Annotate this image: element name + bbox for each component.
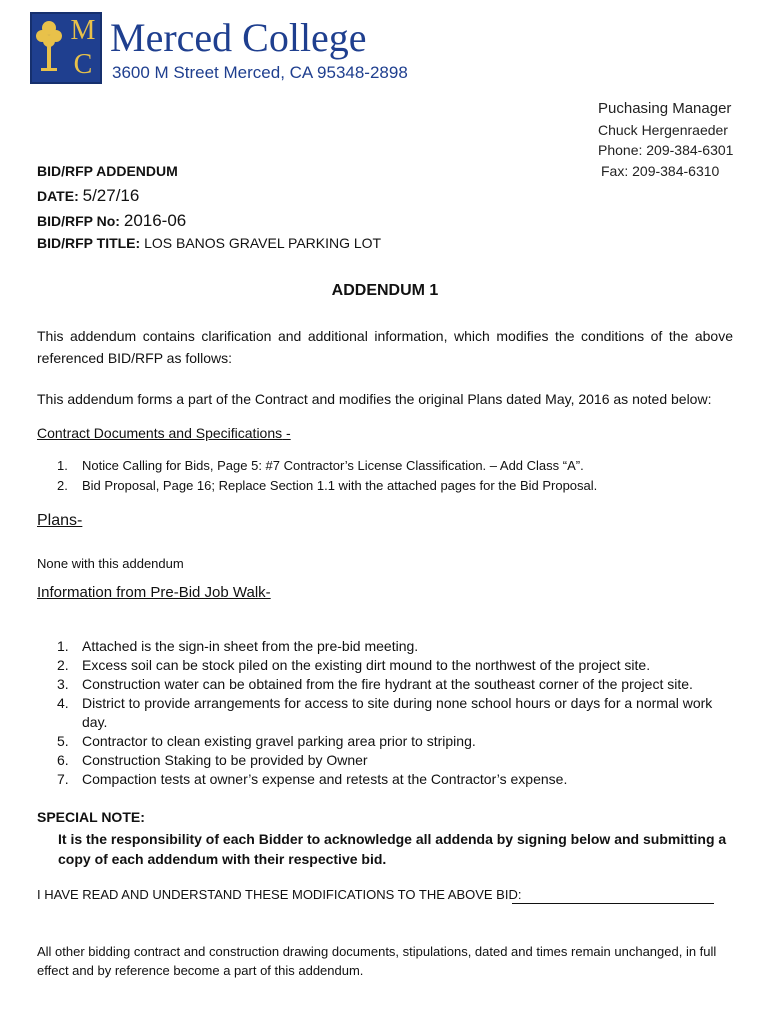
plans-text: None with this addendum [37,556,184,571]
contact-name: Chuck Hergenraeder [598,122,728,138]
list-item: 7. Compaction tests at owner’s expense and retests at the Contractor’s expense. [57,771,568,787]
list-item: 1. Attached is the sign-in sheet from the pre-bid meeting. [57,638,419,654]
doc-type-label: BID/RFP ADDENDUM [37,163,178,179]
bid-title-label: BID/RFP TITLE: [37,235,141,251]
acknowledge-text: I HAVE READ AND UNDERSTAND THESE MODIFICATIONS TO THE ABOVE BID: [37,887,522,902]
list-item-text: Excess soil can be stock piled on the existing dirt mound to the northwest of the project site. [82,657,651,673]
list-item: 2. Excess soil can be stock piled on the existing dirt mound to the northwest of the project site. [57,657,651,673]
list-item: 5. Contractor to clean existing gravel parking area prior to striping. [57,733,476,749]
contract-docs-list [37,456,737,496]
list-item-text: District to provide arrangements for access to site during none school hours or days for a normal work day. [82,695,713,730]
footer-text: All other bidding contract and construction drawing documents, stipulations, dated and times remain unchanged, in full effect and by reference become a part of this addendum. [37,944,717,978]
list-item-text: Bid Proposal, Page 16; Replace Section 1.1 with the attached pages for the Bid Proposal. [82,478,598,493]
plans-heading: Plans- [37,512,83,529]
special-note-text: It is the responsibility of each Bidder to acknowledge all addenda by signing below and submitting a copy of each addendum with their respective bid. [58,831,727,867]
bid-no-label: BID/RFP No: [37,213,120,229]
bid-title-row [37,235,381,251]
contact-phone: Phone: 209-384-6301 [598,142,734,158]
job-walk-heading: Information from Pre-Bid Job Walk- [37,584,271,601]
job-walk-list [37,637,717,789]
bid-no-row [37,211,186,231]
addendum-title: ADDENDUM 1 [331,282,439,299]
bid-title-value: LOS BANOS GRAVEL PARKING LOT [144,235,382,251]
contract-docs-heading-text: Contract Documents and Specifications [37,425,283,441]
special-note-heading: SPECIAL NOTE: [37,809,145,825]
college-name: Merced College [110,15,367,60]
list-item-text: Construction water can be obtained from the fire hydrant at the southeast corner of the project site. [82,676,693,692]
list-item-text: Attached is the sign-in sheet from the pre-bid meeting. [82,638,419,654]
date-row [37,186,139,206]
list-item-text: Contractor to clean existing gravel parking area prior to striping. [82,733,476,749]
list-item: 6. Construction Staking to be provided by Owner [57,752,368,768]
list-item-text: Compaction tests at owner’s expense and retests at the Contractor’s expense. [82,771,568,787]
list-item: 3. Construction water can be obtained from the fire hydrant at the southeast corner of the project site. [57,676,693,692]
college-address: 3600 M Street Merced, CA 95348-2898 [112,63,408,82]
contract-docs-heading-dash: - [282,425,291,441]
date-label: DATE: [37,188,79,204]
list-item: 1. Notice Calling for Bids, Page 5: #7 Contractor’s License Classification. – Add Class “A”. [57,458,584,473]
date-value: 5/27/16 [82,186,140,205]
list-item: 4. District to provide arrangements for access to site during none school hours or days for a normal work day. [57,695,713,730]
signature-line[interactable] [512,903,714,904]
contact-fax: Fax: 209-384-6310 [601,163,720,179]
college-logo [30,12,102,84]
list-item: 2. Bid Proposal, Page 16; Replace Section 1.1 with the attached pages for the Bid Proposal. [57,478,598,493]
contract-docs-heading [37,425,291,441]
list-item-text: Construction Staking to be provided by Owner [82,752,368,768]
intro-paragraph-2: This addendum forms a part of the Contract and modifies the original Plans dated May, 2016 as noted below: [37,391,712,407]
contact-role: Puchasing Manager [598,100,732,117]
list-item-text: Notice Calling for Bids, Page 5: #7 Contractor’s License Classification. – Add Class “A”. [82,458,584,473]
bid-no-value: 2016-06 [123,211,187,230]
intro-paragraph: This addendum contains clarification and additional information, which modifies the conditions of the above referenced BID/RFP as follows: [37,328,733,366]
logo-letter-m: MC [70,15,96,80]
